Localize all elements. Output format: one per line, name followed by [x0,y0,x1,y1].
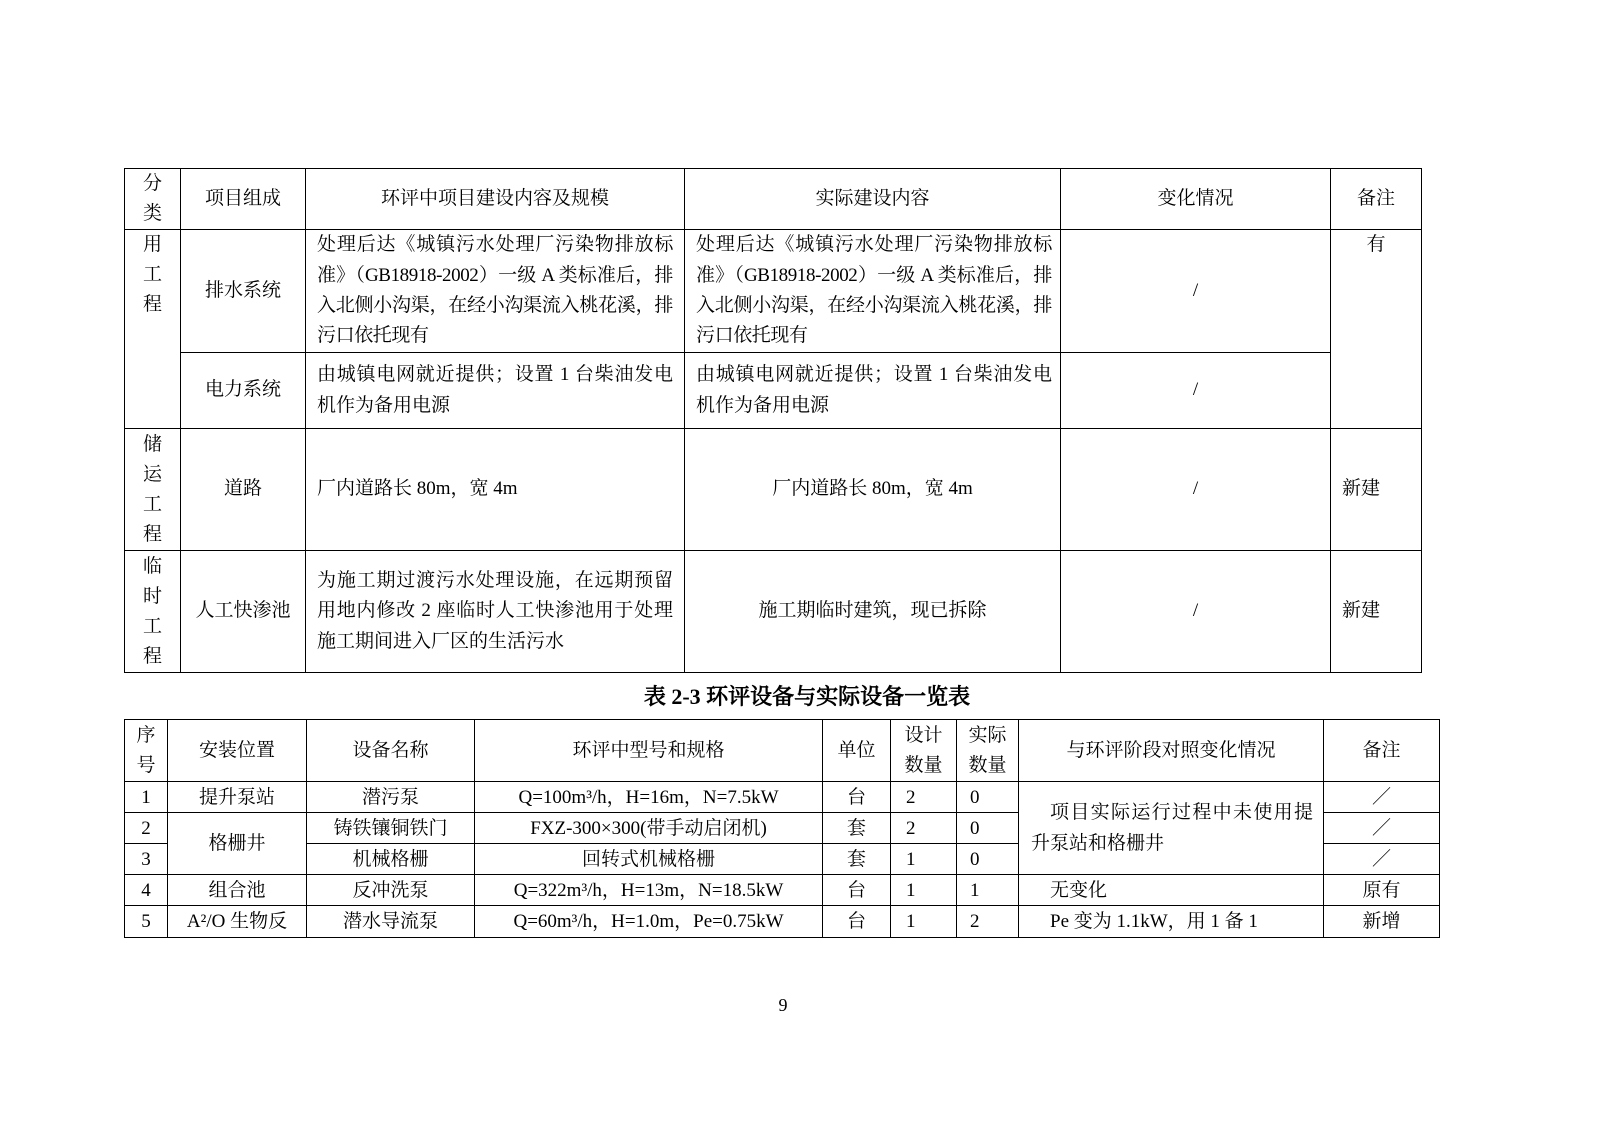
construction-comparison-table [124,168,1422,673]
location-cell: A²/O 生物反 [168,906,307,938]
location-cell: 提升泵站 [168,782,307,813]
unit-cell: 套 [823,813,891,844]
remark-cell: ／ [1324,844,1440,875]
actual-qty-cell: 0 [957,813,1019,844]
header-equipment-name: 设备名称 [307,720,475,782]
remark-cell: 新增 [1324,906,1440,938]
remark-cell: 有 [1331,230,1422,429]
no-cell: 5 [125,906,168,938]
header-component: 项目组成 [181,169,306,230]
equipment-name-cell: 反冲洗泵 [307,875,475,906]
spec-cell: Q=100m³/h，H=16m，N=7.5kW [475,782,823,813]
no-cell: 3 [125,844,168,875]
header-no-label: 序号 [136,724,156,776]
table-row [125,875,1440,906]
actual-qty-cell: 0 [957,782,1019,813]
category-cell [125,551,181,673]
unit-cell: 台 [823,906,891,938]
equipment-name-cell: 潜水导流泵 [307,906,475,938]
category-label: 临时工程 [143,555,163,667]
unit-cell: 台 [823,782,891,813]
table-row [125,230,1422,353]
header-design-qty [891,720,957,782]
no-cell: 1 [125,782,168,813]
header-actual-qty-label: 实际数量 [968,724,1007,776]
design-qty-cell: 1 [891,906,957,938]
change-cell: / [1061,353,1331,429]
actual-qty-cell: 1 [957,875,1019,906]
header-actual-content: 实际建设内容 [685,169,1061,230]
design-qty-cell: 2 [891,782,957,813]
no-cell: 4 [125,875,168,906]
eia-content-cell: 为施工期过渡污水处理设施，在远期预留用地内修改 2 座临时人工快渗池用于处理施工期间进入厂区的生活污水 [306,551,685,673]
header-design-qty-label: 设计数量 [904,724,943,776]
spec-cell: Q=322m³/h，H=13m，N=18.5kW [475,875,823,906]
header-actual-qty [957,720,1019,782]
actual-content-cell: 由城镇电网就近提供；设置 1 台柴油发电机作为备用电源 [685,353,1061,429]
component-cell: 电力系统 [181,353,306,429]
design-qty-cell: 1 [891,875,957,906]
header-category-label: 分类 [143,173,163,224]
location-cell: 格栅井 [168,813,307,875]
remark-cell: 新建 [1331,551,1422,673]
header-location: 安装位置 [168,720,307,782]
header-no [125,720,168,782]
category-label: 储运工程 [143,433,163,545]
component-cell: 排水系统 [181,230,306,353]
spec-cell: FXZ-300×300(带手动启闭机) [475,813,823,844]
equipment-name-cell: 铸铁镶铜铁门 [307,813,475,844]
actual-qty-cell: 2 [957,906,1019,938]
no-cell: 2 [125,813,168,844]
page-number: 9 [778,995,788,1015]
design-qty-cell: 1 [891,844,957,875]
table-row [125,551,1422,673]
header-change: 变化情况 [1061,169,1331,230]
change-cell: / [1061,551,1331,673]
category-cell [125,429,181,551]
table-row [125,353,1422,429]
header-category [125,169,181,230]
table-header-row [125,720,1440,782]
actual-content-cell: 施工期临时建筑，现已拆除 [685,551,1061,673]
equipment-name-cell: 潜污泵 [307,782,475,813]
table-row [125,782,1440,813]
header-eia-content: 环评中项目建设内容及规模 [306,169,685,230]
location-cell: 组合池 [168,875,307,906]
category-label: 用工程 [143,234,163,315]
actual-qty-cell: 0 [957,844,1019,875]
eia-content-cell: 厂内道路长 80m，宽 4m [306,429,685,551]
change-cell: 无变化 [1019,875,1324,906]
change-cell: Pe 变为 1.1kW，用 1 备 1 [1019,906,1324,938]
equipment-comparison-table [124,719,1440,938]
remark-cell: ／ [1324,813,1440,844]
change-cell: / [1061,230,1331,353]
design-qty-cell: 2 [891,813,957,844]
remark-cell: ／ [1324,782,1440,813]
category-cell [125,230,181,429]
table-row [125,906,1440,938]
eia-content-cell: 由城镇电网就近提供；设置 1 台柴油发电机作为备用电源 [306,353,685,429]
change-cell: 项目实际运行过程中未使用提升泵站和格栅井 [1019,782,1324,875]
header-unit: 单位 [823,720,891,782]
component-cell: 人工快渗池 [181,551,306,673]
remark-cell: 原有 [1324,875,1440,906]
equipment-name-cell: 机械格栅 [307,844,475,875]
actual-content-cell: 厂内道路长 80m，宽 4m [685,429,1061,551]
header-spec: 环评中型号和规格 [475,720,823,782]
table-title: 表 2-3 环评设备与实际设备一览表 [643,684,971,709]
change-cell: / [1061,429,1331,551]
actual-content-cell: 处理后达《城镇污水处理厂污染物排放标准》（GB18918-2002）一级 A 类标准后，排入北侧小沟渠，在经小沟渠流入桃花溪，排污口依托现有 [685,230,1061,353]
spec-cell: Q=60m³/h，H=1.0m，Pe=0.75kW [475,906,823,938]
remark-cell: 新建 [1331,429,1422,551]
unit-cell: 台 [823,875,891,906]
eia-content-cell: 处理后达《城镇污水处理厂污染物排放标准》（GB18918-2002）一级 A 类标准后，排入北侧小沟渠，在经小沟渠流入桃花溪，排污口依托现有 [306,230,685,353]
component-cell: 道路 [181,429,306,551]
header-remark: 备注 [1324,720,1440,782]
header-remark: 备注 [1331,169,1422,230]
spec-cell: 回转式机械格栅 [475,844,823,875]
header-change: 与环评阶段对照变化情况 [1019,720,1324,782]
unit-cell: 套 [823,844,891,875]
table-header-row [125,169,1422,230]
table-row [125,429,1422,551]
